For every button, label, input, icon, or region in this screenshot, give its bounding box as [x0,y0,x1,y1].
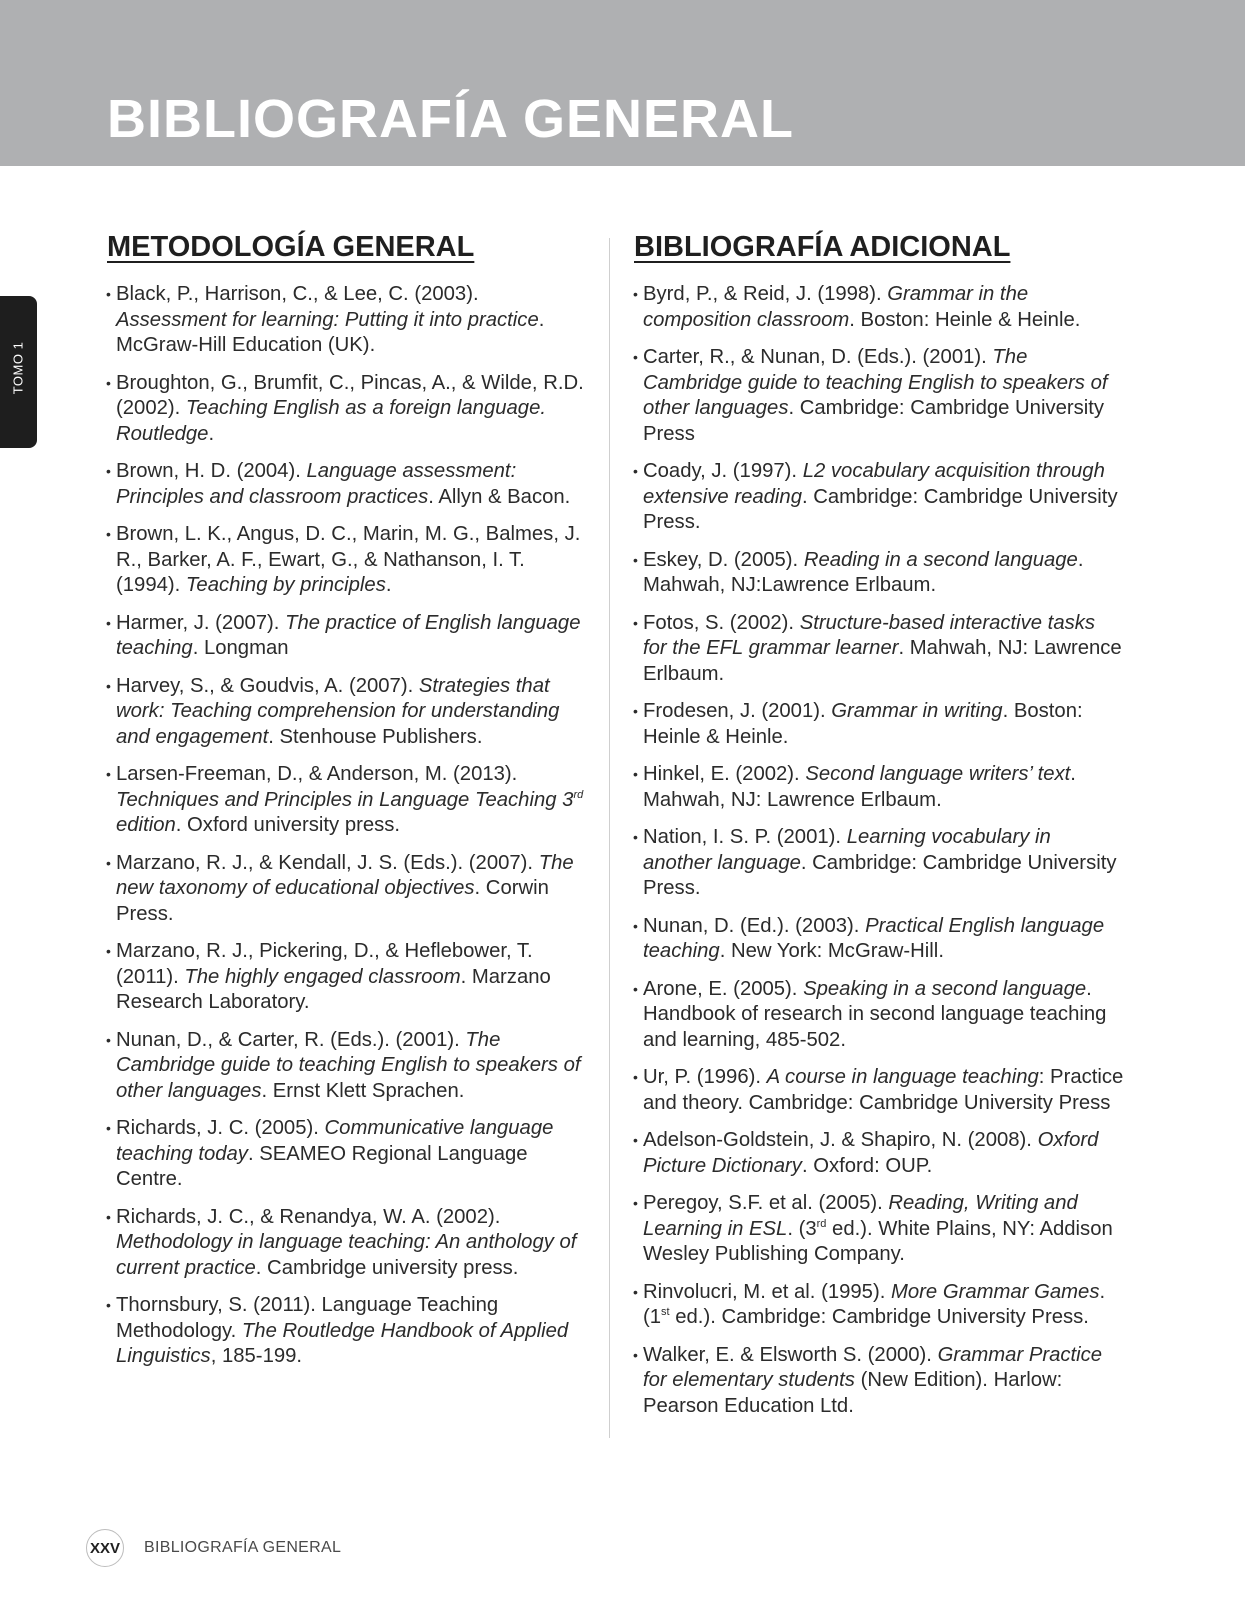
reference-item [107,762,593,839]
header-band [0,0,1245,166]
footer-label: BIBLIOGRAFÍA GENERAL [144,1539,342,1556]
reference-text: Larsen-Freeman, D., & Anderson, M. (2013). [116,763,518,785]
side-tab-label: TOMO 1 [10,341,26,395]
reference-text: Thornsbury, S. (2011). Language Teaching Methodology. [116,1294,499,1342]
reference-list-right [634,282,1124,1419]
reference-title: Strategies that work: Teaching comprehension for understanding and engagement [116,674,560,748]
reference-text: . Cambridge university press. [255,1256,519,1279]
section-title-adicional: BIBLIOGRAFÍA ADICIONAL [634,231,1011,263]
reference-item [634,548,1124,599]
reference-item [107,939,593,1016]
reference-item [107,459,593,510]
left-column [107,226,593,1382]
reference-text: Nation, I. S. P. (2001). [643,826,847,848]
reference-text: . Marzano Research Laboratory. [116,965,551,1013]
reference-title: Grammar in the composition classroom [643,283,1029,331]
reference-text: . SEAMEO Regional Language Centre. [116,1142,528,1190]
reference-text: . [208,422,215,445]
reference-title: Grammar Practice for elementary students [643,1343,1103,1391]
reference-text: Richards, J. C., & Renandya, W. A. (2002). [116,1205,501,1228]
reference-item [634,611,1124,688]
reference-title: More Grammar Games [890,1280,1100,1303]
reference-item [107,851,593,928]
reference-text: . Mahwah, NJ:Lawrence Erlbaum. [643,548,1084,596]
reference-text: Rinvolucri, M. et al. (1995). [643,1280,891,1303]
reference-text: Ur, P. (1996). [643,1066,767,1088]
reference-title: A course in language teaching [766,1066,1039,1088]
reference-text: . (3 [787,1217,817,1240]
reference-text: rd [816,1217,827,1230]
reference-text: . Cambridge: Cambridge University Press. [643,485,1118,533]
reference-text: . New York: McGraw-Hill. [719,940,944,962]
reference-item [634,345,1124,447]
reference-title: Reading, Writing and Learning in ESL [643,1192,1078,1240]
reference-text: Hinkel, E. (2002). [643,763,806,785]
reference-item [634,977,1124,1054]
reference-text: . Mahwah, NJ: Lawrence Erlbaum. [643,763,1076,811]
reference-text: . Handbook of research in second language teaching and learning, 485-502. [643,977,1107,1051]
reference-text: ed.). Cambridge: Cambridge University Press. [669,1306,1089,1328]
reference-item [107,282,593,359]
reference-title: Learning vocabulary in another language [643,826,1051,874]
reference-text: : Practice and theory. Cambridge: Cambridge University Press [643,1066,1124,1114]
reference-item [107,1293,593,1370]
reference-item [107,522,593,599]
reference-item [107,371,593,448]
reference-text: Fotos, S. (2002). [643,611,800,634]
reference-item [634,1128,1124,1179]
reference-text: Nunan, D. (Ed.). (2003). [643,914,866,937]
right-column [634,226,1124,1431]
reference-title: The Routledge Handbook of Applied Linguistics [116,1319,569,1367]
reference-item [107,1028,593,1105]
reference-title: Oxford Picture Dictionary [643,1129,1099,1177]
reference-title: Techniques and Principles in Language Teaching 3 [116,788,574,811]
reference-text: (New Edition). Harlow: Pearson Education Ltd. [643,1369,1063,1417]
reference-title: rd [573,788,584,801]
column-divider [609,238,610,1438]
reference-item [634,825,1124,902]
reference-text: . Boston: Heinle & Heinle. [849,308,1081,331]
reference-text: st [661,1306,670,1319]
reference-title: Reading in a second language [803,548,1078,571]
reference-title: The practice of English language teaching [116,611,581,659]
reference-text: Nunan, D., & Carter, R. (Eds.). (2001). [116,1028,466,1051]
reference-text: . Cambridge: Cambridge University Press [643,397,1105,445]
reference-title: edition [116,814,176,836]
reference-title: Methodology in language teaching: An anthology of current practice [116,1231,577,1279]
reference-title: Speaking in a second language [803,977,1087,1000]
reference-title: Teaching by principles [185,574,386,596]
reference-title: Assessment for learning: Putting it into practice [116,308,539,331]
reference-item [107,674,593,751]
reference-text: . Oxford: OUP. [801,1154,933,1177]
reference-item [634,762,1124,813]
page-number: XXV [86,1529,124,1567]
reference-title: Teaching English as a foreign language. Routledge [116,397,546,445]
reference-text: . Boston: Heinle & Heinle. [643,700,1083,748]
reference-text: Black, P., Harrison, C., & Lee, C. (2003). [116,283,479,305]
reference-text: . (1 [643,1280,1106,1328]
reference-text: Coady, J. (1997). [643,460,803,482]
reference-text: . Allyn & Bacon. [428,485,571,508]
reference-title: Grammar in writing [831,700,1003,722]
reference-title: The Cambridge guide to teaching English to speakers of other languages [116,1028,581,1102]
reference-list-left [107,282,593,1370]
reference-text: . Mahwah, NJ: Lawrence Erlbaum. [643,637,1122,685]
footer [86,1526,341,1570]
reference-title: The Cambridge guide to teaching English to speakers of other languages [643,346,1108,419]
reference-item [634,1191,1124,1268]
reference-text: . Stenhouse Publishers. [268,725,483,748]
reference-text: Arone, E. (2005). [643,977,804,1000]
reference-item [634,459,1124,536]
reference-text: Harmer, J. (2007). [116,611,286,634]
reference-text: Frodesen, J. (2001). [643,700,832,722]
reference-title: The new taxonomy of educational objectives [116,851,574,899]
reference-item [107,1205,593,1282]
reference-text: Byrd, P., & Reid, J. (1998). [643,283,888,305]
reference-title: Structure-based interactive tasks for the EFL grammar learner [643,611,1096,659]
reference-text: . [385,574,392,596]
reference-text: Broughton, G., Brumfit, C., Pincas, A., & Wilde, R.D. (2002). [116,371,584,419]
reference-title: Practical English language teaching [643,914,1105,962]
side-tab [0,296,37,448]
reference-text: Adelson-Goldstein, J. & Shapiro, N. (2008). [643,1129,1038,1151]
reference-text: . McGraw-Hill Education (UK). [116,308,545,356]
reference-item [634,1343,1124,1420]
reference-text: , 185-199. [210,1345,303,1367]
reference-text: . Oxford university press. [175,814,401,836]
reference-item [634,699,1124,750]
reference-title: Second language writers’ text [805,763,1071,785]
reference-text: Eskey, D. (2005). [643,548,804,571]
reference-title: Communicative language teaching today [116,1117,554,1165]
reference-item [634,1280,1124,1331]
reference-text: Marzano, R. J., & Kendall, J. S. (Eds.). (2007). [116,851,539,874]
reference-text: . Ernst Klett Sprachen. [261,1079,465,1102]
reference-title: L2 vocabulary acquisition through extensive reading [643,460,1105,508]
reference-text: Walker, E. & Elsworth S. (2000). [643,1343,938,1366]
reference-item [107,611,593,662]
reference-title: The highly engaged classroom [184,965,461,988]
reference-item [107,1116,593,1193]
reference-item [634,1065,1124,1116]
reference-text: Peregoy, S.F. et al. (2005). [643,1192,889,1214]
reference-text: Brown, L. K., Angus, D. C., Marin, M. G., Balmes, J. R., Barker, A. F., Ewart, G., & Nathanson, I. T. (1994). [116,523,581,596]
reference-text: . Cambridge: Cambridge University Press. [643,851,1117,899]
reference-text: ed.). White Plains, NY: Addison Wesley Publishing Company. [643,1217,1113,1265]
reference-item [634,914,1124,965]
reference-title: Language assessment: Principles and classroom practices [116,460,517,508]
reference-text: Harvey, S., & Goudvis, A. (2007). [116,674,419,697]
reference-item [634,282,1124,333]
section-title-metodologia: METODOLOGÍA GENERAL [107,231,475,263]
page-title: BIBLIOGRAFÍA GENERAL [107,89,794,149]
reference-text: Richards, J. C. (2005). [116,1117,325,1139]
reference-text: Brown, H. D. (2004). [116,460,307,482]
reference-text: Marzano, R. J., Pickering, D., & Heflebower, T. (2011). [116,940,533,988]
reference-text: Carter, R., & Nunan, D. (Eds.). (2001). [643,346,993,368]
reference-text: . Corwin Press. [116,877,549,925]
reference-text: . Longman [192,637,289,659]
